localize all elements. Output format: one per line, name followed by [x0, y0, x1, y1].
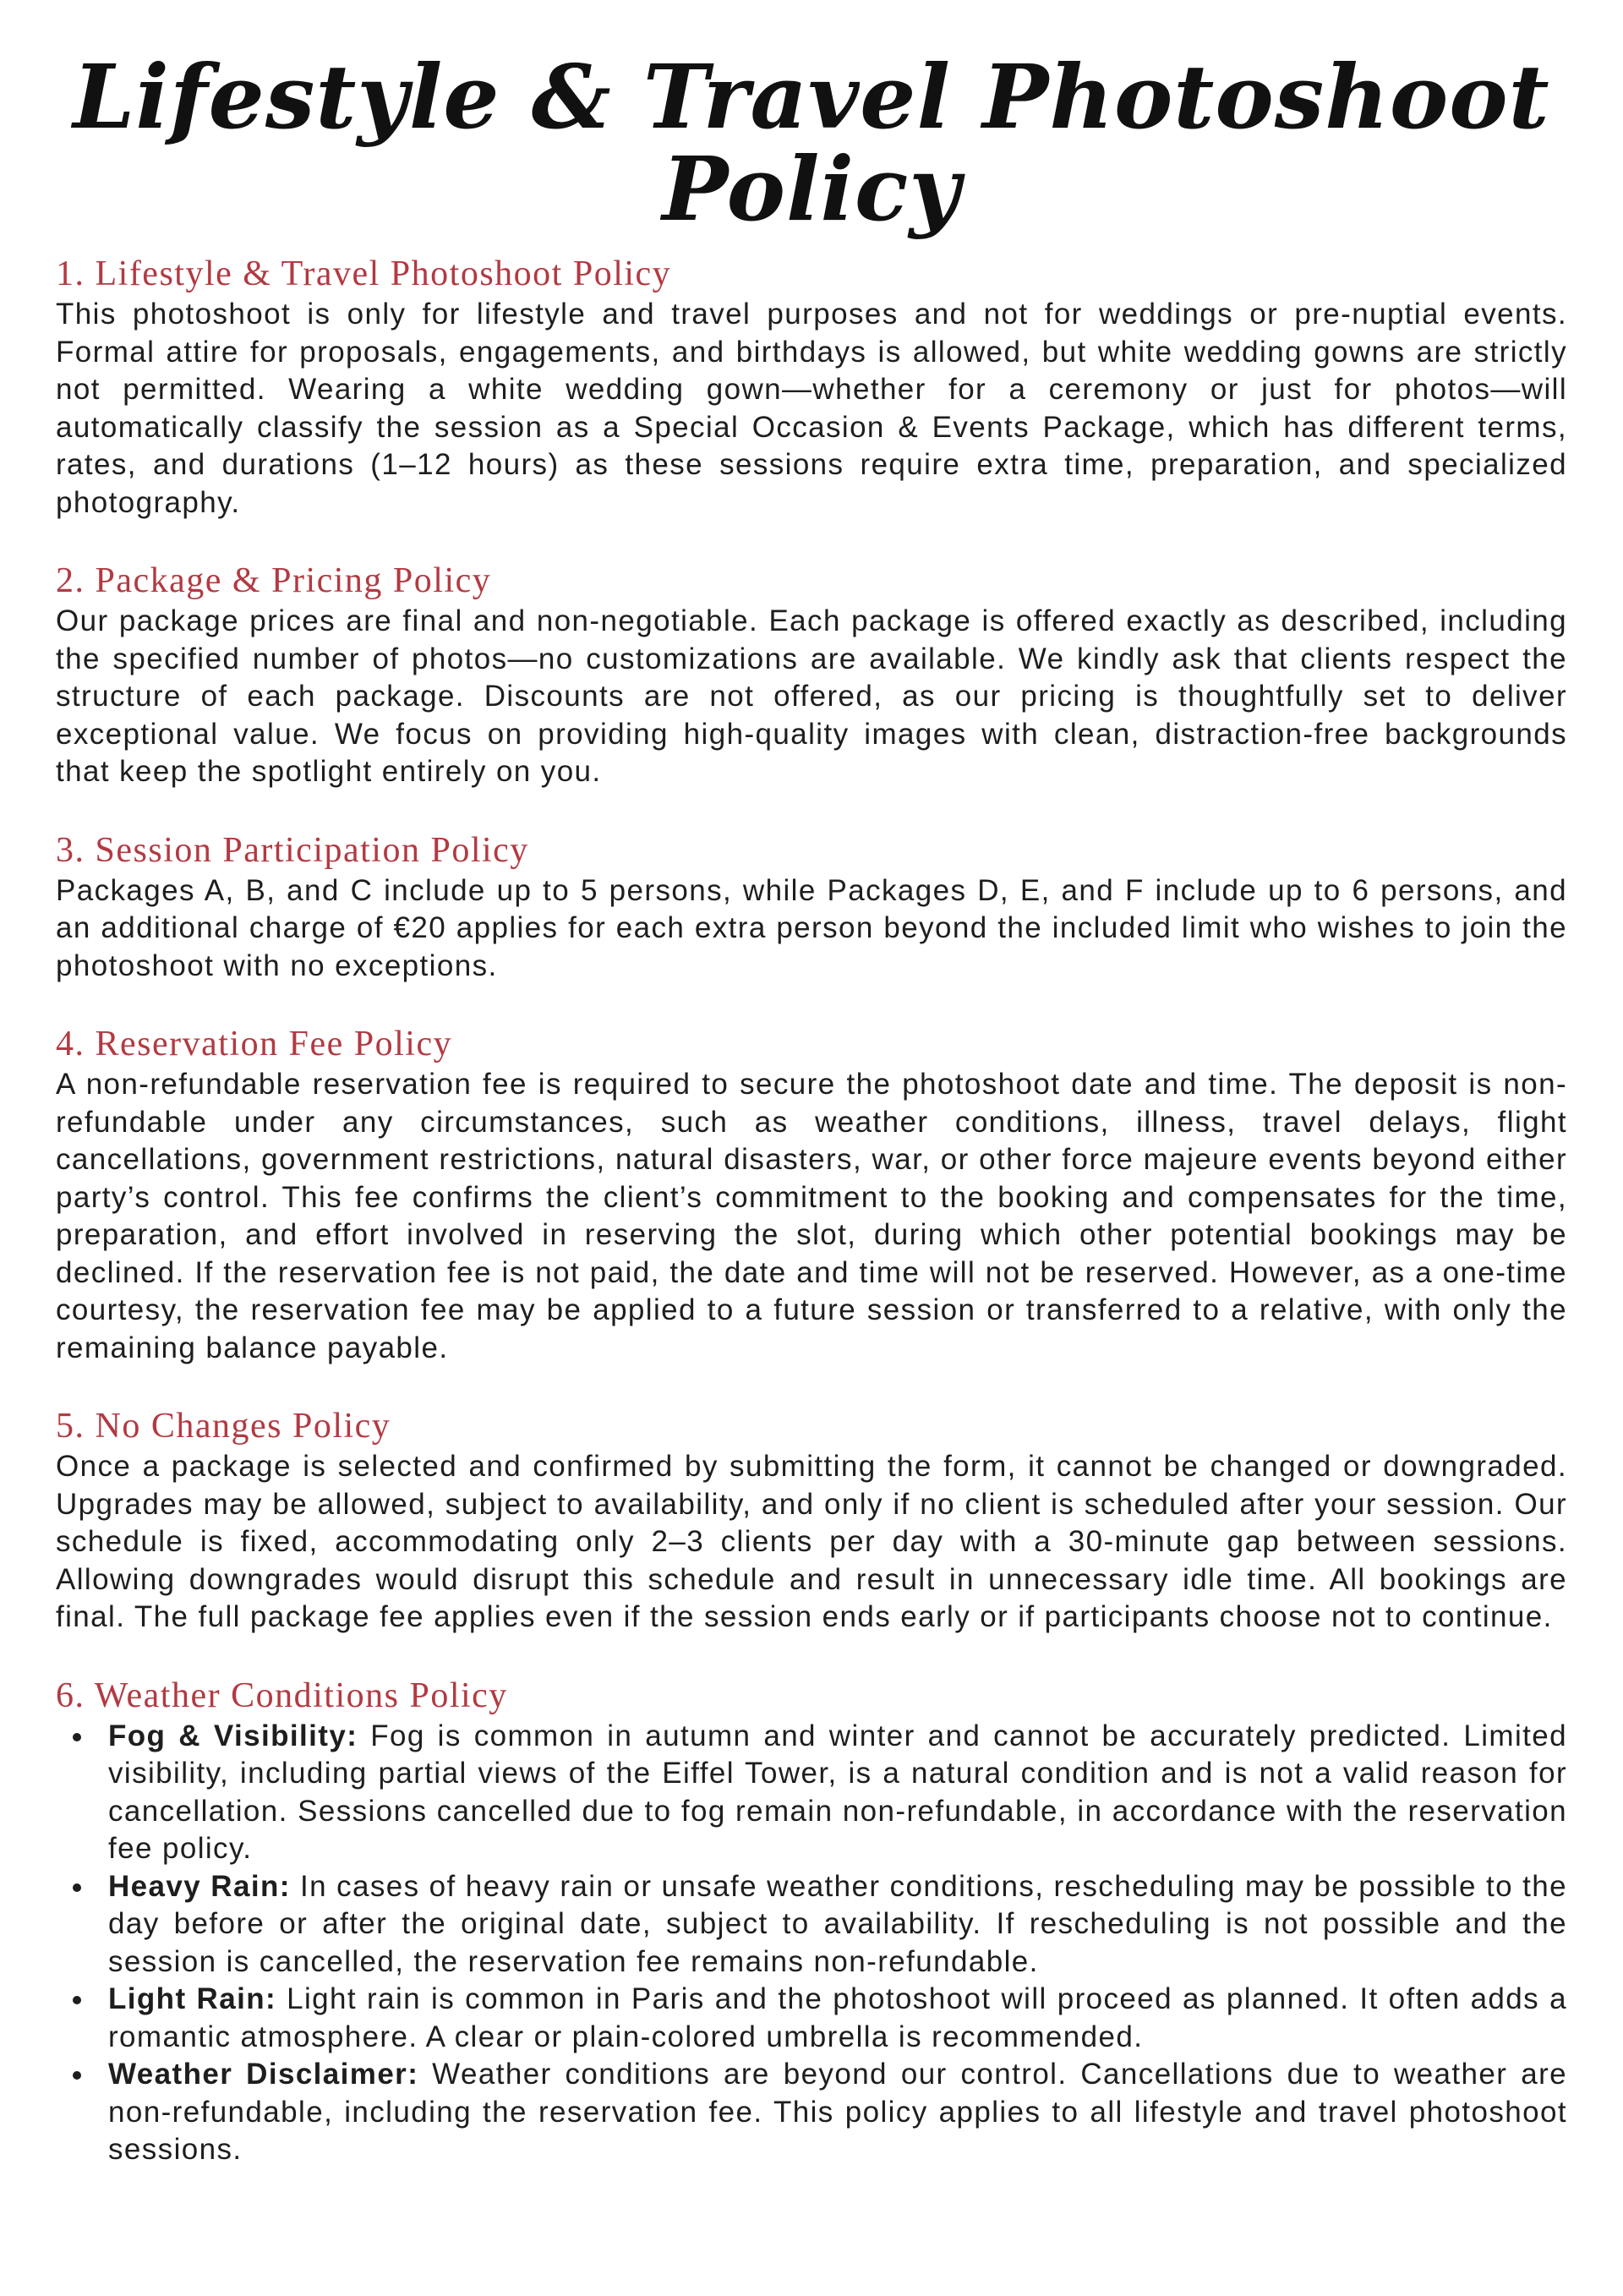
bullet-text: In cases of heavy rain or unsafe weather conditions, rescheduling may be possible to the day before or after the original date, subject to availability. If rescheduling is not possible and the session is cancelled, the reservation fee remains non-refundable. — [108, 1869, 1567, 1978]
bullet-dot-icon — [73, 1996, 81, 2004]
bullet-text: Light rain is common in Paris and the photoshoot will proceed as planned. It often adds a romantic atmosphere. A clear or plain-colored umbrella is recommended. — [108, 1982, 1567, 2053]
bullet-label: Light Rain: — [108, 1982, 277, 2016]
section-body: A non-refundable reservation fee is required to secure the photoshoot date and time. The deposit is non-refundable under any circumstances, such as weather conditions, illness, travel delays, flight cancellations, government restrictions, natural disasters, war, or other force majeure events beyond either party’s control. This fee confirms the client’s commitment to the booking and compensates for the time, preparation, and effort involved in reserving the slot, during which other potential bookings may be declined. If the reservation fee is not paid, the date and time will not be reserved. However, as a one-time courtesy, the reservation fee may be applied to a future session or transferred to a relative, with only the remaining balance payable. — [56, 1068, 1567, 1364]
bullet-dot-icon — [73, 2071, 81, 2080]
section-body: Once a package is selected and confirmed by submitting the form, it cannot be changed or downgraded. Upgrades may be allowed, subject to availability, and only if no client is scheduled after your session. Our schedule is fixed, accommodating only 2–3 clients per day with a 30-minute gap between sessions. Allowing downgrades would disrupt this schedule and result in unnecessary idle time. All bookings are final. The full package fee applies even if the session ends early or if participants choose not to continue. — [56, 1450, 1567, 1634]
section-session-participation — [56, 830, 1567, 986]
bullet-label: Weather Disclaimer: — [108, 2058, 419, 2091]
bullet-weather-disclaimer — [56, 2056, 1567, 2169]
section-lifestyle-travel — [56, 254, 1567, 522]
page-title: Lifestyle & Travel Photoshoot Policy — [73, 45, 1550, 242]
section-reservation-fee — [56, 1024, 1567, 1367]
section-no-changes — [56, 1406, 1567, 1637]
bullet-dot-icon — [73, 1883, 81, 1892]
section-heading: 3. Session Participation Policy — [56, 830, 529, 870]
bullet-dot-icon — [73, 1733, 81, 1741]
section-weather-conditions — [56, 1676, 1567, 2169]
bullet-light-rain — [56, 1981, 1567, 2056]
section-body: Our package prices are final and non-negotiable. Each package is offered exactly as described, including the specified number of photos—no customizations are available. We kindly ask that clients respect the structure of each package. Discounts are not offered, as our pricing is thoughtfully set to deliver exceptional value. We focus on providing high-quality images with clean, distraction-free backgrounds that keep the spotlight entirely on you. — [56, 604, 1567, 789]
bullet-label: Fog & Visibility: — [108, 1719, 358, 1752]
bullet-text: Fog is common in autumn and winter and cannot be accurately predicted. Limited visibility, including partial views of the Eiffel Tower, is a natural condition and is not a valid reason for cancellation. Sessions cancelled due to fog remain non-refundable, in accordance with the reservation fee policy. — [108, 1719, 1567, 1866]
bullet-text: Weather conditions are beyond our control. Cancellations due to weather are non-refundable, including the reservation fee. This policy applies to all lifestyle and travel photoshoot sessions. — [108, 2058, 1567, 2167]
section-heading: 2. Package & Pricing Policy — [56, 561, 492, 601]
section-heading: 6. Weather Conditions Policy — [56, 1676, 508, 1715]
bullet-heavy-rain — [56, 1868, 1567, 1982]
section-heading: 1. Lifestyle & Travel Photoshoot Policy — [56, 254, 672, 294]
section-body: Packages A, B, and C include up to 5 persons, while Packages D, E, and F include up to 6 persons, and an additional charge of €20 applies for each extra person beyond the included limit who wishes to join the photoshoot with no exceptions. — [56, 873, 1567, 982]
bullet-label: Heavy Rain: — [108, 1869, 291, 1903]
section-package-pricing — [56, 560, 1567, 791]
bullet-fog-visibility — [56, 1718, 1567, 1868]
section-heading: 5. No Changes Policy — [56, 1407, 391, 1446]
weather-bullet-list — [56, 1718, 1567, 2169]
section-heading: 4. Reservation Fee Policy — [56, 1025, 453, 1064]
section-body: This photoshoot is only for lifestyle and travel purposes and not for weddings or pre-nuptial events. Formal attire for proposals, engagements, and birthdays is allowed, but white wedding gowns are strictly not permitted. Wearing a white wedding gown—whether for a ceremony or just for photos—will automatically classify the session as a Special Occasion & Events Package, which has different terms, rates, and durations (1–12 hours) as these sessions require extra time, preparation, and specialized photography. — [56, 298, 1567, 519]
